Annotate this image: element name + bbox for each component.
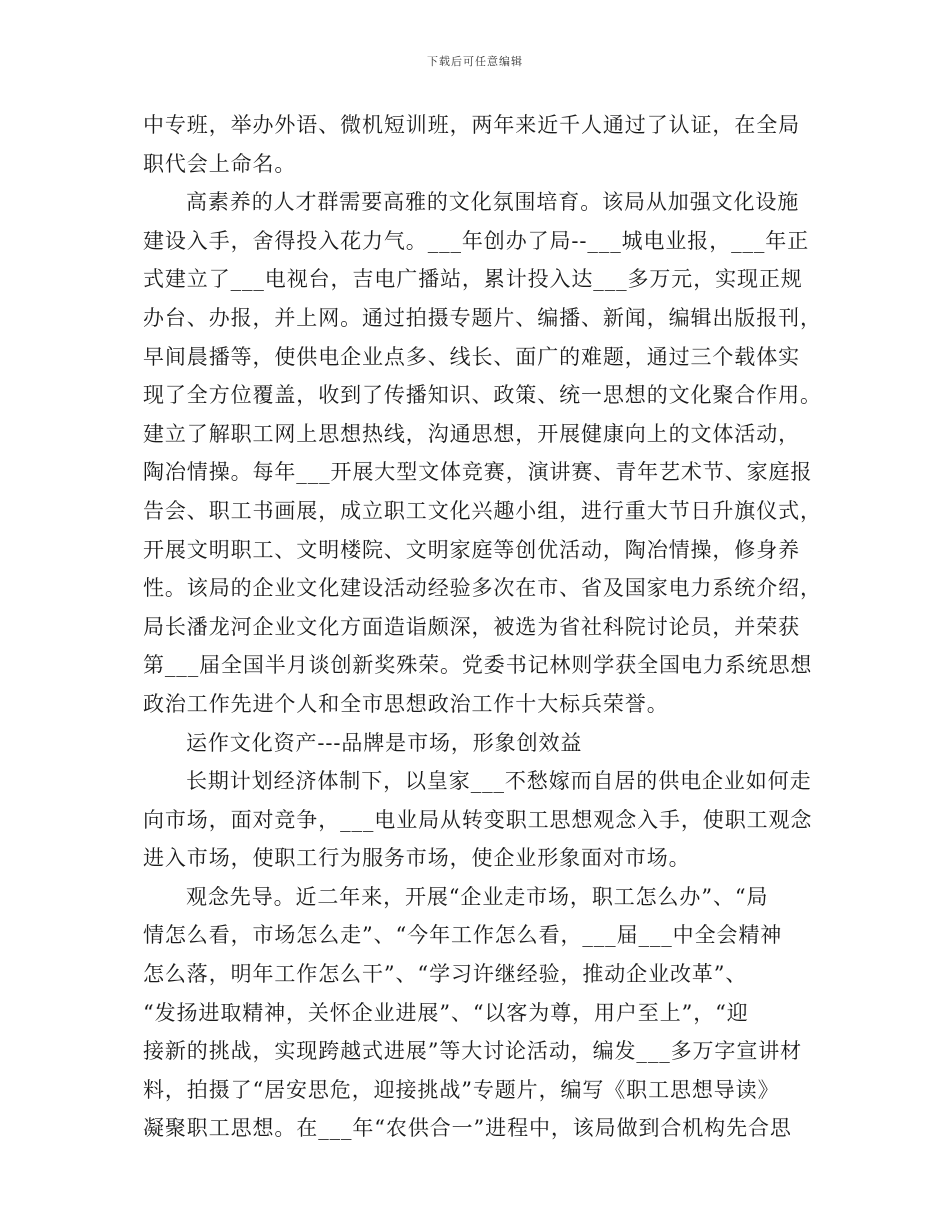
- body-line: 早间晨播等，使供电企业点多、线长、面广的难题，通过三个载体实: [143, 344, 800, 369]
- document-body: [143, 106, 823, 1148]
- body-line: 接新的挑战，实现跨越式进展”等大讨论活动，编发___多万字宣讲材: [143, 1039, 803, 1064]
- body-line: 料，拍摄了“居安思危，迎接挑战”专题片，编写《职工思想导读》: [143, 1077, 780, 1102]
- body-line: 职代会上命名。: [143, 151, 297, 176]
- body-line: 告会、职工书画展，成立职工文化兴趣小组，进行重大节日升旗仪式，: [143, 498, 822, 523]
- body-line: 局长潘龙河企业文化方面造诣颇深，被选为省社科院讨论员，并荣获: [143, 614, 800, 639]
- body-line: 进入市场，使职工行为服务市场，使企业形象面对市场。: [143, 846, 691, 871]
- body-line: 第___届全国半月谈创新奖殊荣。党委书记林则学获全国电力系统思想: [143, 653, 813, 678]
- body-line: 长期计划经济体制下，以皇家___不愁嫁而自居的供电企业如何走: [186, 769, 812, 794]
- body-line: 性。该局的企业文化建设活动经验多次在市、省及国家电力系统介绍，: [143, 576, 822, 601]
- page-header: 下载后可任意编辑: [427, 55, 523, 68]
- body-line: 陶冶情操。每年___开展大型文体竞赛，演讲赛、青年艺术节、家庭报: [143, 460, 813, 485]
- body-line: 政治工作先进个人和全市思想政治工作十大标兵荣誉。: [143, 691, 669, 716]
- body-line: 凝聚职工思想。在___年“农供合一”进程中，该局做到合机构先合思: [143, 1116, 792, 1141]
- body-line: 中专班，举办外语、微机短训班，两年来近千人通过了认证，在全局: [143, 113, 800, 137]
- body-line: 建设入手，舍得投入花力气。___年创办了局--___城电业报，___年正: [143, 228, 810, 253]
- body-line: 高素养的人才群需要高雅的文化氛围培育。该局从加强文化设施: [186, 190, 800, 215]
- body-line: 观念先导。近二年来，开展“企业走市场，职工怎么办”、“局: [186, 884, 769, 909]
- body-line: 怎么落，明年工作怎么干”、“学习许继经验，推动企业改革”、: [143, 962, 748, 987]
- body-line: 建立了解职工网上思想热线，沟通思想，开展健康向上的文体活动，: [143, 421, 800, 446]
- body-line: 办台、办报，并上网。通过拍摄专题片、编播、新闻，编辑出版报刊，: [143, 305, 822, 330]
- body-line: 情怎么看，市场怎么走”、“今年工作怎么看，___届___中全会精神: [143, 923, 783, 948]
- body-line: 式建立了___电视台，吉电广播站，累计投入达___多万元，实现正规: [143, 267, 803, 292]
- body-line: 向市场，面对竞争，___电业局从转变职工思想观念入手，使职工观念: [143, 807, 813, 832]
- body-line: “发扬进取精神，关怀企业进展”、“以客为尊，用户至上”，“迎: [143, 1000, 749, 1025]
- body-line: 开展文明职工、文明楼院、文明家庭等创优活动，陶冶情操，修身养: [143, 537, 800, 562]
- body-line: 现了全方位覆盖，收到了传播知识、政策、统一思想的文化聚合作用。: [143, 383, 822, 408]
- section-heading: 运作文化资产---品牌是市场，形象创效益: [186, 730, 583, 755]
